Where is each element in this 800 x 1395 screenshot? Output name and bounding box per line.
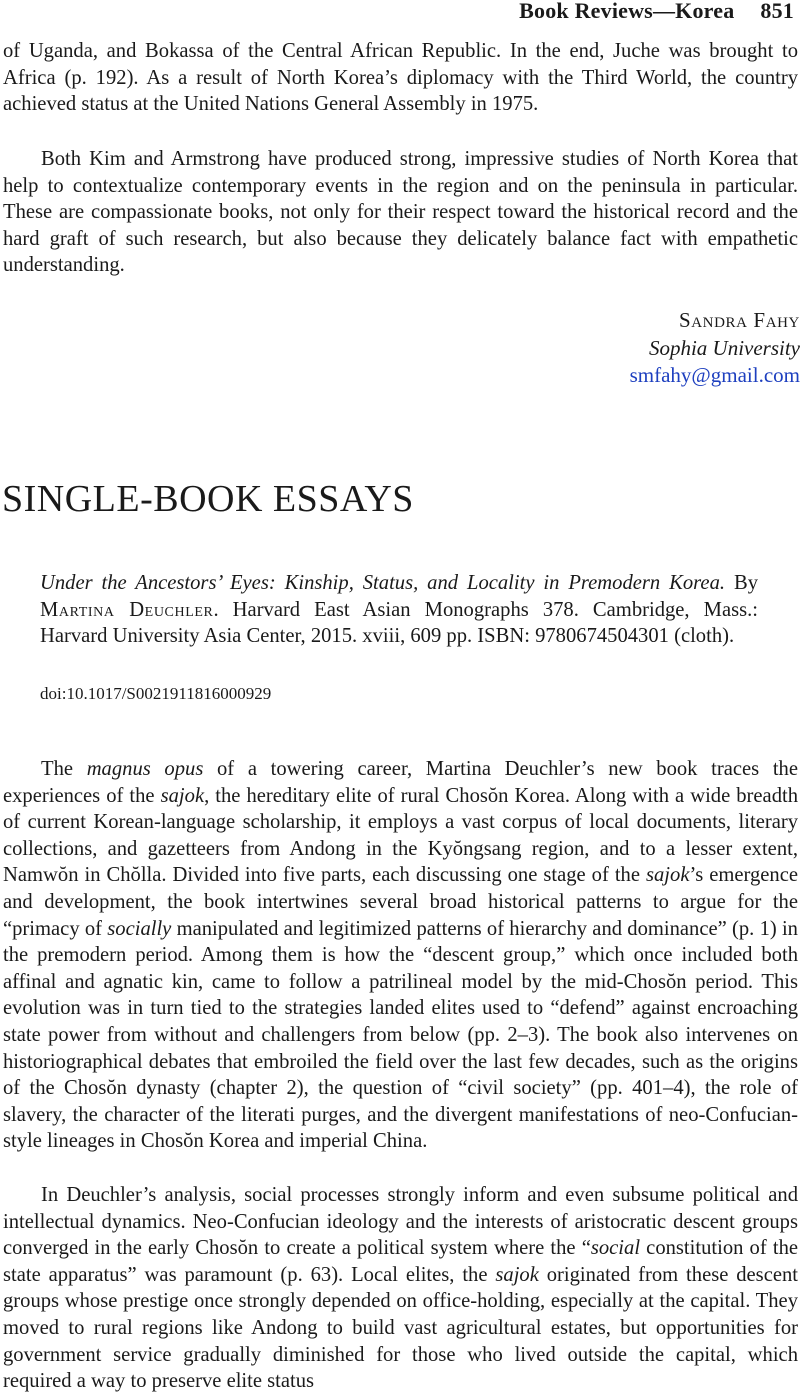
doi-link[interactable]: doi:10.1017/S0021911816000929 bbox=[40, 684, 272, 703]
book-citation: Under the Ancestors’ Eyes: Kinship, Status, and Locality in Premodern Korea. By Martina Deuchler. Harvard East Asian Monographs 378. Cambridge, Mass.: Harvard University Asia Center, 2015. xviii, 609 pp. ISBN: 9780674504301 (cloth). bbox=[40, 572, 758, 648]
running-title: Book Reviews—Korea bbox=[519, 0, 735, 23]
previous-review-paragraph-2: Both Kim and Armstrong have produced strong, impressive studies of North Korea that help to contextualize contemporary events in the region and on the peninsula in particular. These are compassionate books, not only for their respect toward the historical record and the hard graft of such research, but also because they delicately balance fact with empathetic understanding. bbox=[3, 148, 798, 277]
page-number: 851 bbox=[760, 0, 794, 23]
section-title: SINGLE-BOOK ESSAYS bbox=[2, 478, 414, 521]
reviewer-affiliation: Sophia University bbox=[648, 336, 800, 360]
previous-review-paragraph-1: of Uganda, and Bokassa of the Central African Republic. In the end, Juche was brought to Africa (p. 192). As a result of North Korea’s diplomacy with the Third World, the country achieved status at the United Nations General Assembly in 1975. bbox=[3, 40, 798, 116]
book-title: Under the Ancestors’ Eyes: Kinship, Status, and Locality in Premodern Korea. bbox=[40, 572, 726, 594]
book-publication-info: . Harvard East Asian Monographs 378. Cambridge, Mass.: Harvard University Asia Center, 2015. xviii, 609 pp. ISBN: 9780674504301 (cloth). bbox=[40, 598, 758, 648]
reviewer-email-link[interactable]: smfahy@gmail.com bbox=[629, 363, 800, 387]
essay-paragraph-1: The magnus opus of a towering career, Martina Deuchler’s new book traces the experiences of the sajok, the hereditary elite of rural Chosŏn Korea. Along with a wide breadth of current Korean-language scholarship, it employs a vast corpus of local documents, literary collections, and gazetteers from Andong in the Kyŏngsang region, and to a lesser extent, Namwŏn in Chŏlla. Divided into five parts, each discussing one stage of the sajok’s emergence and development, the book intertwines several broad historical patterns to argue for the “primacy of socially manipulated and legitimized patterns of hierarchy and dominance” (p. 1) in the premodern period. Among them is how the “descent group,” which once included both affinal and agnatic kin, came to follow a patrilineal model by the mid-Chosŏn period. This evolution was in turn tied to the strategies landed elites used to “defend” against encroaching state power from without and challengers from below (pp. 2–3). The book also intervenes on historiographical debates that embroiled the field over the last few decades, such as the origins of the Chosŏn dynasty (chapter 2), the question of “civil society” (pp. 401–4), the role of slavery, the character of the literati purges, and the divergent manifestations of neo-Confucian-style lineages in Chosŏn Korea and imperial China. bbox=[3, 758, 799, 1153]
reviewer-name: Sandra Fahy bbox=[678, 308, 800, 332]
book-author: Martina Deuchler bbox=[40, 598, 214, 621]
running-header bbox=[519, 0, 794, 25]
essay-paragraph-2: In Deuchler’s analysis, social processes strongly inform and even subsume political and intellectual dynamics. Neo-Confucian ideology and the interests of aristocratic descent groups converged in the early Chosŏn to create a political system where the “social constitution of the state apparatus” was paramount (p. 63). Local elites, the sajok originated from these descent groups whose prestige once strongly depended on office-holding, especially at the capital. They moved to rural regions like Andong to build vast agricultural estates, but opportunities for government service gradually diminished for those who lived outside the capital, which required a way to preserve elite status bbox=[3, 1184, 799, 1393]
